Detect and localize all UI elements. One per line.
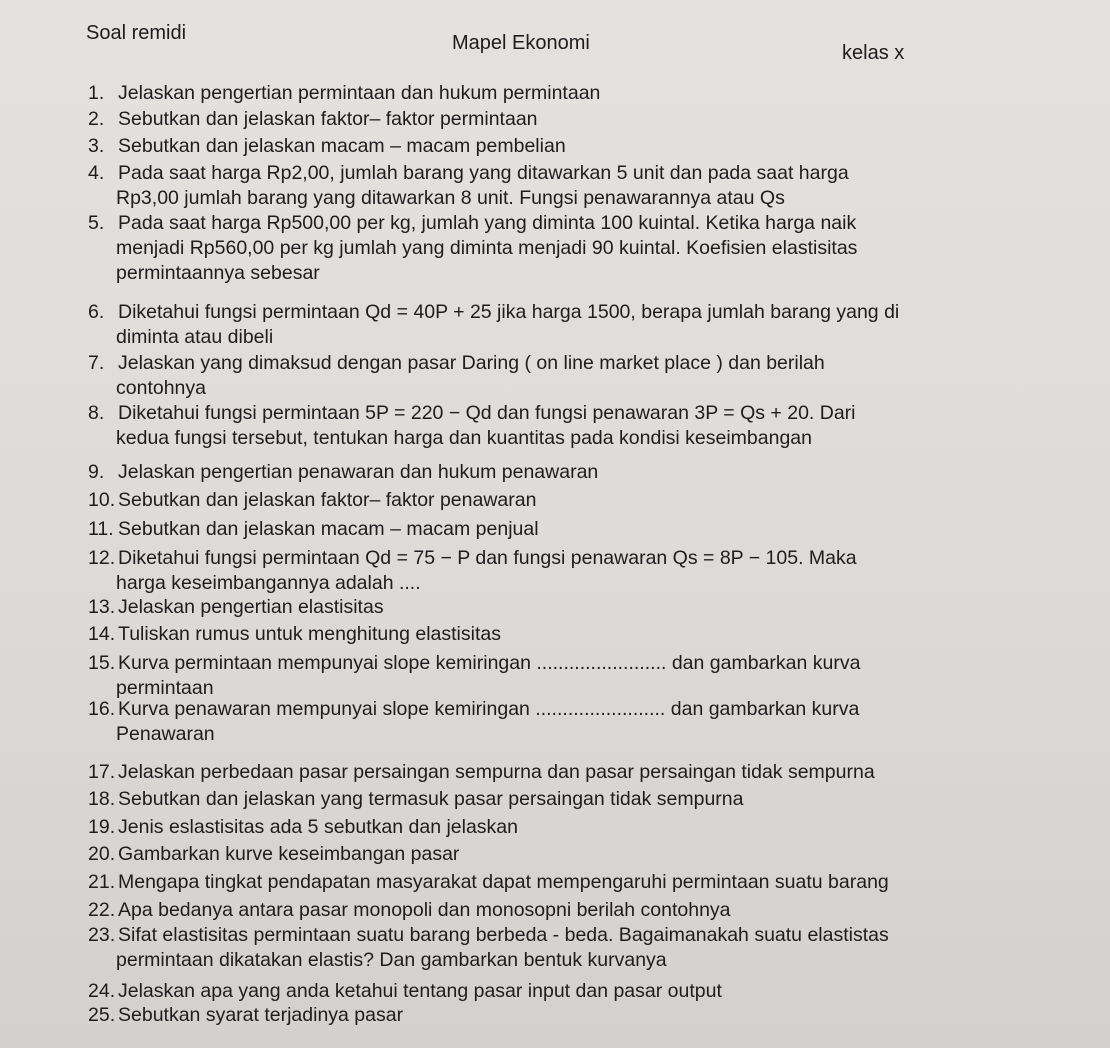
- question-text-continued: Rp3,00 jumlah barang yang ditawarkan 8 unit. Fungsi penawarannya atau Qs: [116, 187, 785, 209]
- question-item: [88, 788, 743, 811]
- question-text-continued: harga keseimbangannya adalah ....: [116, 572, 421, 594]
- question-number: 8.: [88, 402, 105, 424]
- question-item: [88, 352, 825, 375]
- question-number: 6.: [88, 301, 105, 323]
- question-text: Jelaskan pengertian permintaan dan hukum permintaan: [118, 82, 601, 104]
- question-text: Jelaskan apa yang anda ketahui tentang pasar input dan pasar output: [118, 980, 722, 1002]
- question-text-continued: contohnya: [116, 377, 206, 399]
- question-number: 23.: [88, 924, 116, 946]
- question-number: 19.: [88, 816, 116, 838]
- question-text: Kurva penawaran mempunyai slope kemiringan ........................ dan gambarkan kurva: [118, 698, 860, 720]
- question-text-continued: permintaannya sebesar: [116, 262, 320, 284]
- question-text-continued: menjadi Rp560,00 per kg jumlah yang diminta menjadi 90 kuintal. Koefisien elastisitas: [116, 237, 858, 259]
- question-text-continued: permintaan: [116, 677, 214, 699]
- question-item: [88, 980, 722, 1003]
- question-item: [88, 162, 849, 185]
- header-title: Soal remidi: [86, 22, 187, 44]
- question-text: Sebutkan syarat terjadinya pasar: [118, 1004, 404, 1026]
- question-item: [88, 108, 538, 131]
- question-text: Pada saat harga Rp2,00, jumlah barang yang ditawarkan 5 unit dan pada saat harga: [118, 162, 849, 184]
- question-text-continued: diminta atau dibeli: [116, 326, 274, 348]
- question-number: 20.: [88, 843, 116, 865]
- question-item: [88, 82, 600, 105]
- question-text: Kurva permintaan mempunyai slope kemiringan ........................ dan gambarkan kurva: [118, 652, 861, 674]
- question-number: 15.: [88, 652, 116, 674]
- question-number: 21.: [88, 871, 116, 893]
- question-item: [88, 301, 899, 324]
- question-text: Diketahui fungsi permintaan 5P = 220 − Qd dan fungsi penawaran 3P = Qs + 20. Dari: [118, 402, 856, 424]
- question-text: Jelaskan yang dimaksud dengan pasar Daring ( on line market place ) dan berilah: [118, 352, 825, 374]
- question-text: Tuliskan rumus untuk menghitung elastisitas: [118, 623, 501, 645]
- question-number: 12.: [88, 547, 116, 569]
- question-text: Sifat elastisitas permintaan suatu barang berbeda - beda. Bagaimanakah suatu elastistas: [118, 924, 889, 946]
- question-text: Sebutkan dan jelaskan yang termasuk pasar persaingan tidak sempurna: [118, 788, 744, 810]
- question-item: [88, 924, 889, 947]
- question-number: 7.: [88, 352, 105, 374]
- question-number: 22.: [88, 899, 116, 921]
- question-text: Jenis eslastisitas ada 5 sebutkan dan jelaskan: [118, 816, 518, 838]
- question-text: Sebutkan dan jelaskan faktor– faktor permintaan: [118, 108, 538, 130]
- question-item: [88, 652, 860, 675]
- question-item: [88, 843, 459, 866]
- question-number: 18.: [88, 788, 116, 810]
- question-text: Jelaskan pengertian penawaran dan hukum penawaran: [118, 461, 599, 483]
- question-text: Pada saat harga Rp500,00 per kg, jumlah yang diminta 100 kuintal. Ketika harga naik: [118, 212, 857, 234]
- question-text: Jelaskan pengertian elastisitas: [118, 596, 384, 618]
- question-item: [88, 761, 875, 784]
- question-item: [88, 547, 857, 570]
- question-item: [88, 461, 598, 484]
- question-item: [88, 816, 518, 839]
- question-item: [88, 518, 539, 541]
- question-text: Mengapa tingkat pendapatan masyarakat dapat mempengaruhi permintaan suatu barang: [118, 871, 889, 893]
- question-text-continued: kedua fungsi tersebut, tentukan harga dan kuantitas pada kondisi keseimbangan: [116, 427, 812, 449]
- question-number: 17.: [88, 761, 116, 783]
- question-item: [88, 899, 731, 922]
- question-item: [88, 1004, 403, 1027]
- question-item: [88, 489, 536, 512]
- header-class: kelas x: [842, 42, 905, 64]
- question-text: Sebutkan dan jelaskan macam – macam penjual: [118, 518, 539, 540]
- question-text: Sebutkan dan jelaskan macam – macam pembelian: [118, 135, 566, 157]
- question-item: [88, 212, 856, 235]
- question-number: 2.: [88, 108, 105, 130]
- question-number: 10.: [88, 489, 116, 511]
- question-item: [88, 623, 501, 646]
- question-text-continued: permintaan dikatakan elastis? Dan gambarkan bentuk kurvanya: [116, 949, 667, 971]
- question-number: 1.: [88, 82, 105, 104]
- question-text: Apa bedanya antara pasar monopoli dan monosopni berilah contohnya: [118, 899, 731, 921]
- question-text: Jelaskan perbedaan pasar persaingan sempurna dan pasar persaingan tidak sempurna: [118, 761, 875, 783]
- question-text-continued: Penawaran: [116, 723, 215, 745]
- question-number: 13.: [88, 596, 116, 618]
- question-number: 5.: [88, 212, 105, 234]
- question-number: 24.: [88, 980, 116, 1002]
- question-number: 14.: [88, 623, 116, 645]
- question-number: 25.: [88, 1004, 116, 1026]
- header-subject: Mapel Ekonomi: [452, 32, 590, 54]
- question-item: [88, 698, 859, 721]
- question-number: 3.: [88, 135, 105, 157]
- question-item: [88, 871, 889, 894]
- question-item: [88, 402, 856, 425]
- question-text: Diketahui fungsi permintaan Qd = 40P + 25 jika harga 1500, berapa jumlah barang yang di: [118, 301, 900, 323]
- question-item: [88, 596, 384, 619]
- question-item: [88, 135, 566, 158]
- question-number: 4.: [88, 162, 105, 184]
- question-text: Sebutkan dan jelaskan faktor– faktor penawaran: [118, 489, 537, 511]
- question-text: Gambarkan kurve keseimbangan pasar: [118, 843, 460, 865]
- question-text: Diketahui fungsi permintaan Qd = 75 − P dan fungsi penawaran Qs = 8P − 105. Maka: [118, 547, 857, 569]
- question-number: 11.: [88, 518, 114, 540]
- question-number: 16.: [88, 698, 116, 720]
- question-number: 9.: [88, 461, 105, 483]
